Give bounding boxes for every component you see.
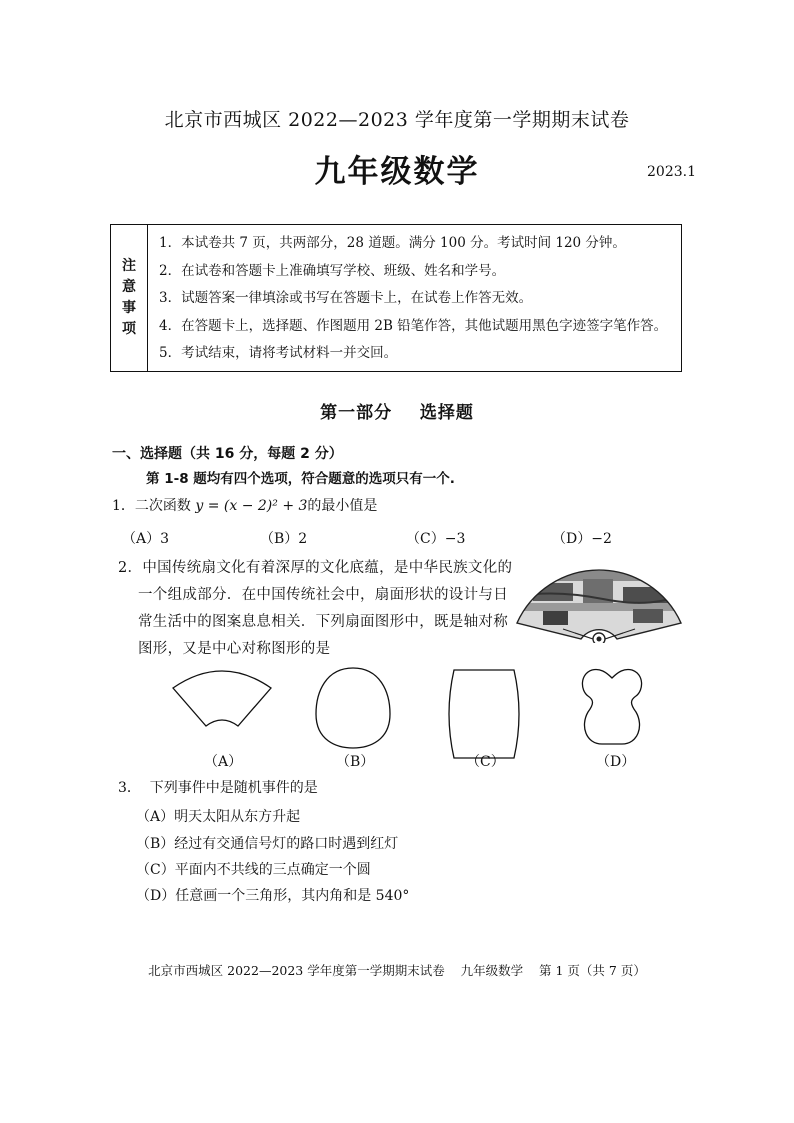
question-2-line: 图形，又是中心对称图形的是 <box>138 641 331 657</box>
question-1-option-a: （A）3 <box>122 531 170 547</box>
notice-item: 3．试题答案一律填涂或书写在答题卡上，在试卷上作答无效。 <box>159 290 533 306</box>
page-footer: 北京市西城区 2022—2023 学年度第一学期期末试卷 九年级数学 第 1 页（共 7 页） <box>148 963 646 978</box>
section-note: 第 1-8 题均有四个选项，符合题意的选项只有一个. <box>146 471 455 487</box>
notice-heading-char: 意 <box>122 279 136 295</box>
question-3-option-a: （A）明天太阳从东方升起 <box>136 809 301 825</box>
question-1-stem <box>112 496 377 516</box>
notice-item: 4．在答题卡上，选择题、作图题用 2B 铅笔作答，其他试题用黑色字迹签字笔作答。 <box>159 317 668 334</box>
notice-box <box>110 224 682 372</box>
notice-heading-char: 事 <box>122 300 136 316</box>
shape-label-b: （B） <box>336 754 375 770</box>
shape-d-flower <box>578 666 646 748</box>
notice-item: 2．在试卷和答题卡上准确填写学校、班级、姓名和学号。 <box>159 262 506 279</box>
notice-heading <box>111 225 148 371</box>
notice-list <box>159 233 667 371</box>
notice-heading-char: 项 <box>122 321 136 337</box>
shape-label-a: （A） <box>204 754 243 770</box>
part-title: 第一部分 选择题 <box>320 403 474 423</box>
question-1-formula: y = (x − 2)² + 3 <box>195 498 308 514</box>
shape-a-fan <box>170 666 274 734</box>
question-3-option-b: （B）经过有交通信号灯的路口时遇到红灯 <box>136 836 399 852</box>
notice-item: 1．本试卷共 7 页，共两部分，28 道题。满分 100 分。考试时间 120 分钟。 <box>159 235 626 251</box>
question-2-line: 一个组成部分．在中国传统社会中，扇面形状的设计与日 <box>138 587 508 603</box>
question-1-option-c: （C）−3 <box>406 531 466 547</box>
exam-date: 2023.1 <box>647 164 696 180</box>
question-2-line: 2．中国传统扇文化有着深厚的文化底蕴，是中华民族文化的 <box>118 560 513 576</box>
question-3-stem: 3． 下列事件中是随机事件的是 <box>118 780 318 796</box>
section-title: 一、选择题（共 16 分，每题 2 分） <box>112 446 343 462</box>
question-1-option-b: （B）2 <box>260 531 308 547</box>
shape-label-d: （D） <box>596 754 636 770</box>
shape-c-barrel <box>446 666 522 762</box>
question-2-line: 常生活中的图案息息相关．下列扇面图形中，既是轴对称 <box>138 614 508 630</box>
question-1-option-d: （D）−2 <box>552 531 612 547</box>
shape-label-c: （C） <box>466 754 505 770</box>
question-1-prefix: 1．二次函数 <box>112 498 196 514</box>
subject-title: 九年级数学 <box>314 154 480 190</box>
notice-heading-char: 注 <box>122 258 136 274</box>
fan-photo-image <box>513 553 685 643</box>
shape-b-rounded <box>314 666 392 752</box>
question-3-option-d: （D）任意画一个三角形，其内角和是 540° <box>136 888 410 904</box>
question-1-suffix: 的最小值是 <box>307 498 378 514</box>
question-3-option-c: （C）平面内不共线的三点确定一个圆 <box>136 862 371 878</box>
notice-item: 5．考试结束，请将考试材料一并交回。 <box>159 345 398 361</box>
exam-title: 北京市西城区 2022—2023 学年度第一学期期末试卷 <box>164 109 630 131</box>
